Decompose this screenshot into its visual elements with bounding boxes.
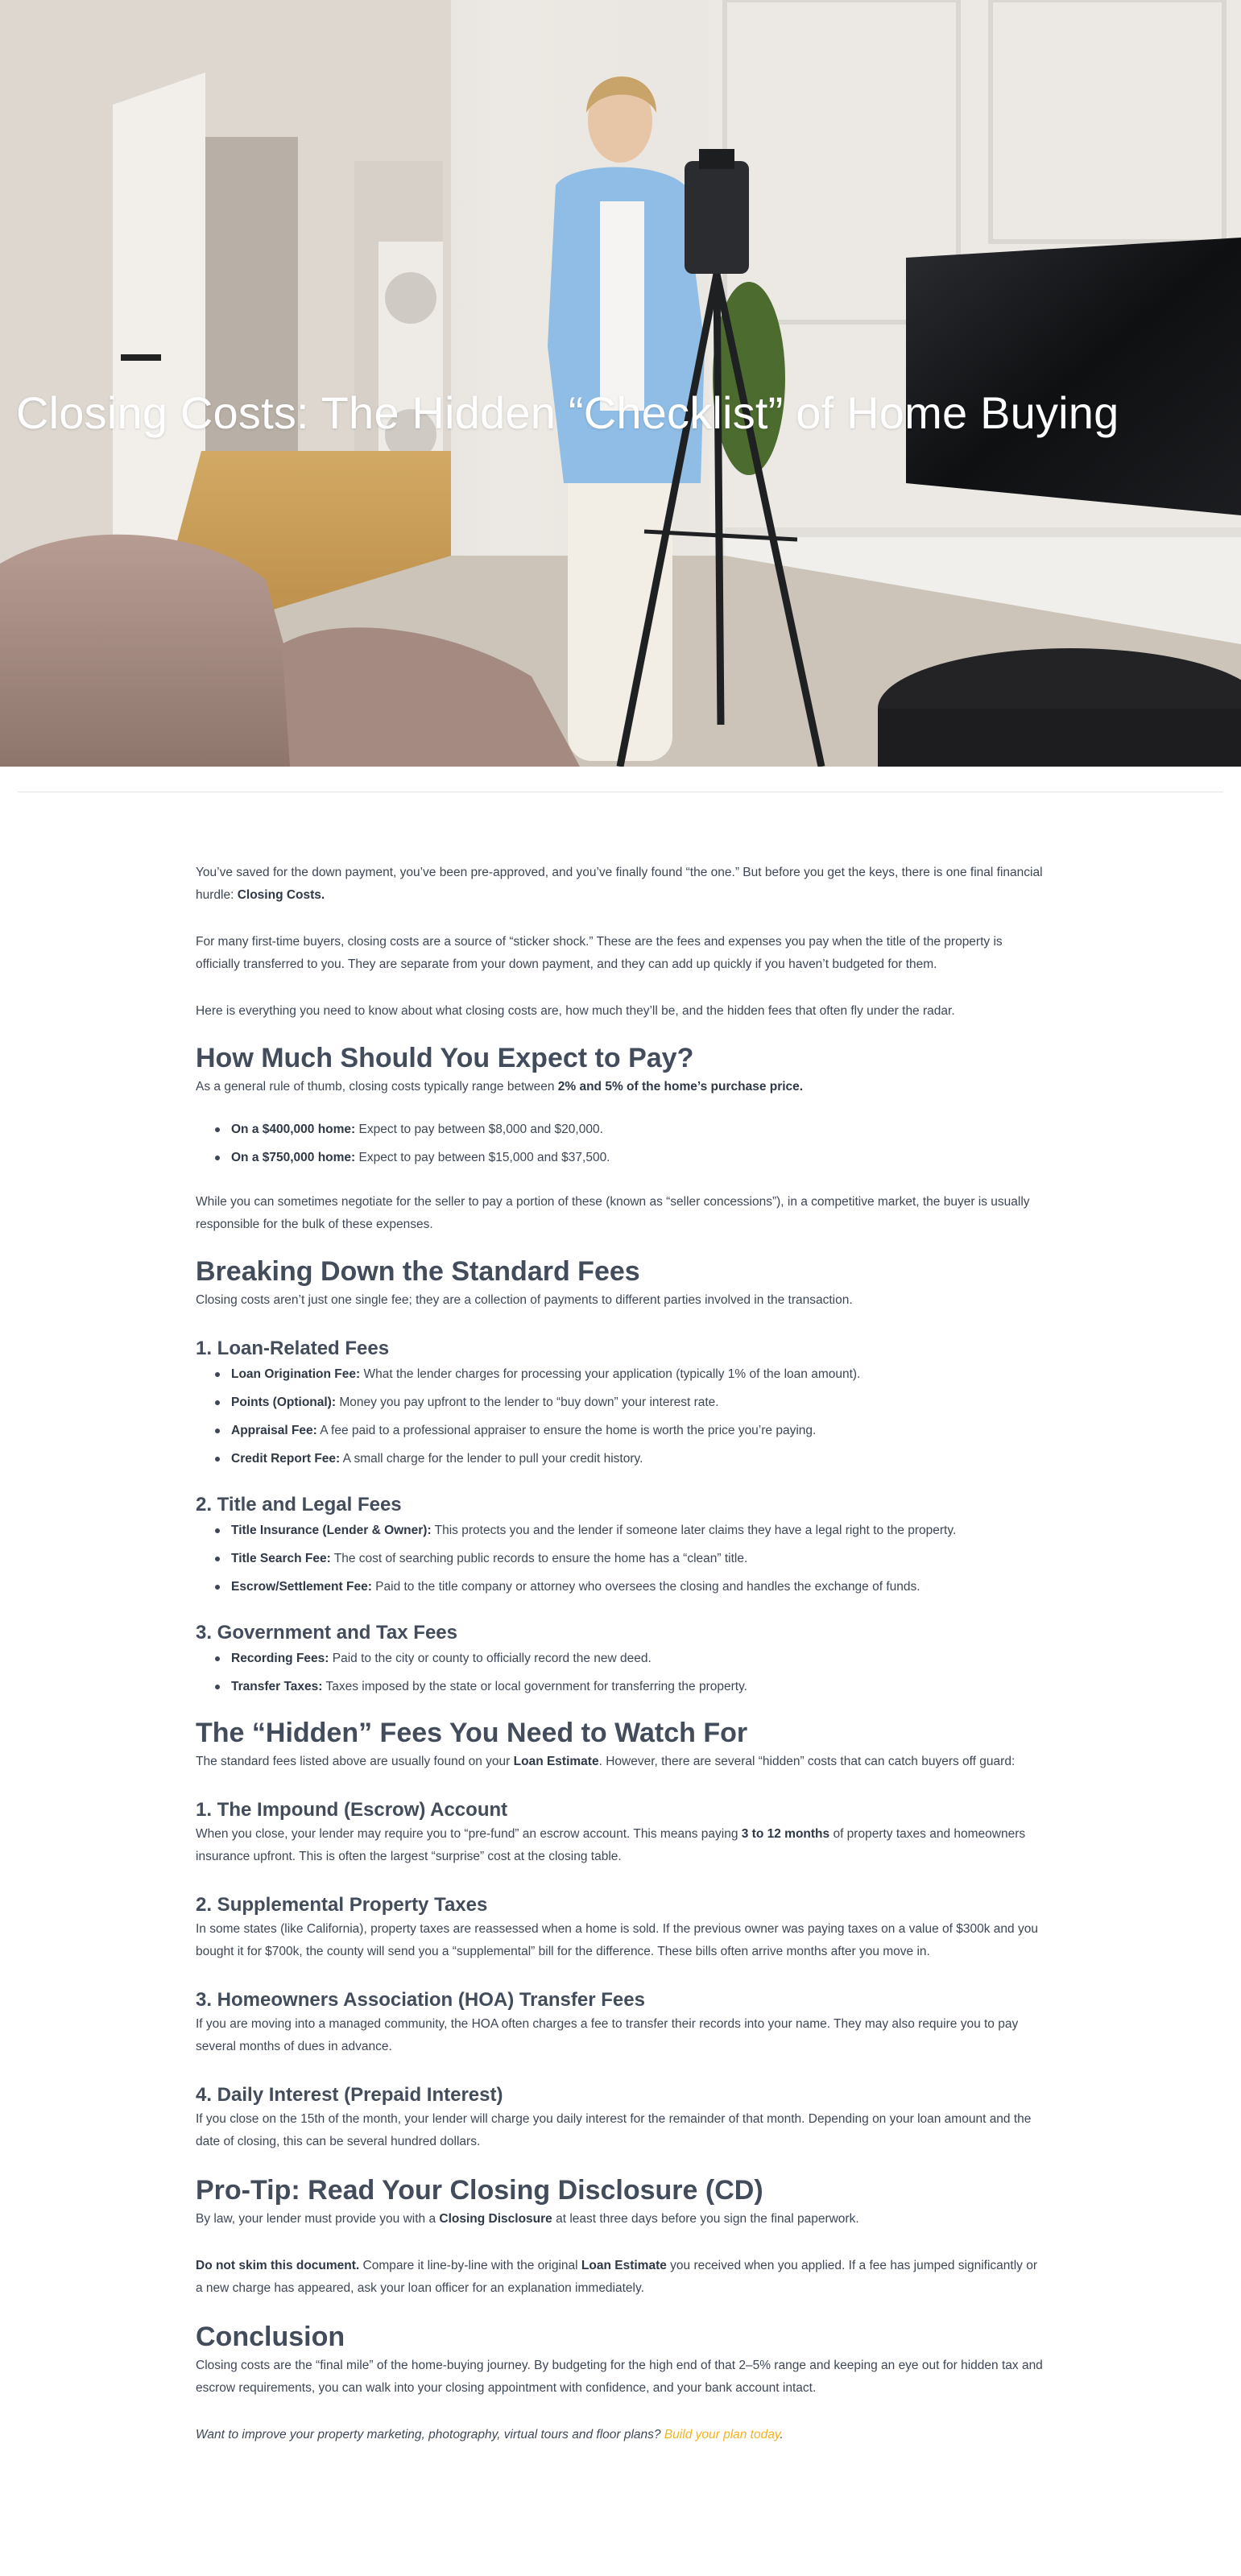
list-item-label: On a $400,000 home:: [231, 1123, 356, 1136]
hero-image: [0, 0, 1241, 767]
heading-title-fees: 2. Title and Legal Fees: [196, 1494, 402, 1515]
list-item-text: This protects you and the lender if someone later claims they have a legal right to the property.: [431, 1524, 957, 1537]
heading-government-fees: 3. Government and Tax Fees: [196, 1622, 457, 1644]
list-item-text: Taxes imposed by the state or local government for transferring the property.: [322, 1680, 747, 1693]
hidden-lead-bold: Loan Estimate: [513, 1755, 599, 1768]
pro-tip-text-4: you received when you applied. If a fee has jumped significantly or a new charge has appeared, ask your loan officer for an explanation immediately.: [196, 2259, 1037, 2295]
expect-note: While you can sometimes negotiate for the seller to pay a portion of these (known as “seller concessions”), in a competitive market, the buyer is usually responsible for the bulk of these expenses.: [196, 1195, 1030, 1231]
list-item-label: Credit Report Fee:: [231, 1452, 341, 1466]
heading-conclusion: Conclusion: [196, 2322, 345, 2352]
heading-pro-tip: Pro-Tip: Read Your Closing Disclosure (CD): [196, 2175, 763, 2206]
list-item: [196, 1578, 1045, 1596]
list-item-text: Paid to the title company or attorney who oversees the closing and handles the exchange of funds.: [371, 1580, 920, 1594]
conclusion-paragraph: Closing costs are the “final mile” of the home-buying journey. By budgeting for the high end of that 2–5% range and keeping an eye out for hidden tax and escrow requirements, you can walk into your closing appointment with confidence, and your bank account intact.: [196, 2359, 1043, 2395]
pro-tip-text: By law, your lender must provide you with a: [196, 2212, 440, 2226]
intro-paragraph-3: Here is everything you need to know about what closing costs are, how much they’ll be, and the hidden fees that often fly under the radar.: [196, 1004, 955, 1018]
list-item-label: Escrow/Settlement Fee:: [231, 1580, 372, 1594]
list-item-text: Money you pay upfront to the lender to “buy down” your interest rate.: [336, 1396, 719, 1409]
list-item-text: What the lender charges for processing your application (typically 1% of the loan amount).: [360, 1367, 861, 1381]
pro-tip-bold: Closing Disclosure: [439, 2212, 552, 2226]
page-title: Closing Costs: The Hidden “Checklist” of Home Buying: [16, 387, 1119, 438]
list-item: [196, 1550, 1045, 1568]
list-item-text: A fee paid to a professional appraiser to ensure the home is worth the price you’re paying.: [316, 1424, 817, 1437]
intro-bold: Closing Costs.: [237, 888, 325, 902]
heading-loan-fees: 1. Loan-Related Fees: [196, 1338, 390, 1359]
hidden-lead-text-2: . However, there are several “hidden” costs that can catch buyers off guard:: [598, 1755, 1016, 1768]
heading-supplemental-taxes: 2. Supplemental Property Taxes: [196, 1894, 488, 1916]
list-item-label: Recording Fees:: [231, 1652, 329, 1665]
list-item-text: A small charge for the lender to pull your credit history.: [340, 1452, 643, 1466]
list-item: [196, 1650, 1045, 1668]
list-item-label: Transfer Taxes:: [231, 1680, 323, 1693]
pro-tip-text-2: at least three days before you sign the final paperwork.: [552, 2212, 859, 2226]
list-item-label: On a $750,000 home:: [231, 1151, 356, 1164]
list-item-text: The cost of searching public records to ensure the home has a “clean” title.: [330, 1552, 748, 1565]
list-item-text: Paid to the city or county to officially record the new deed.: [329, 1652, 652, 1665]
list-item-label: Title Insurance (Lender & Owner):: [231, 1524, 432, 1537]
build-plan-link[interactable]: Build your plan today: [664, 2428, 780, 2442]
article-body: [196, 862, 1045, 2446]
list-item-label: Appraisal Fee:: [231, 1424, 317, 1437]
cta-end: .: [780, 2428, 784, 2442]
list-item: [196, 1394, 1045, 1412]
list-item: [196, 1678, 1045, 1696]
pro-tip-paragraph-2: [196, 2255, 1045, 2300]
expect-lead-bold: 2% and 5% of the home’s purchase price.: [557, 1080, 804, 1094]
impound-text: When you close, your lender may require you to “pre-fund” an escrow account. This means paying: [196, 1827, 742, 1841]
intro-paragraph-1: [196, 862, 1045, 907]
list-item: [196, 1121, 1045, 1139]
heading-daily-interest: 4. Daily Interest (Prepaid Interest): [196, 2084, 503, 2106]
list-item: [196, 1149, 1045, 1167]
cta-text: Want to improve your property marketing, photography, virtual tours and floor plans?: [196, 2428, 664, 2442]
list-item: [196, 1450, 1045, 1468]
expect-lead-text: As a general rule of thumb, closing costs typically range between: [196, 1080, 558, 1094]
list-item: [196, 1422, 1045, 1440]
heading-standard-fees: Breaking Down the Standard Fees: [196, 1256, 640, 1287]
loan-fees-list: [196, 1366, 1045, 1468]
expect-list: [196, 1121, 1045, 1167]
list-item: [196, 1366, 1045, 1383]
intro-paragraph-2: For many first-time buyers, closing costs are a source of “sticker shock.” These are the fees and expenses you pay when the title of the property is officially transferred to you. They are separate from your down payment, and they can add up quickly if you haven’t budgeted for them.: [196, 935, 1003, 971]
supplemental-paragraph: In some states (like California), property taxes are reassessed when a home is sold. If the previous owner was paying taxes on a value of $300k and you bought it for $700k, the county will send you a “supplemental” bill for the difference. These bills often arrive months after you move in.: [196, 1922, 1038, 1958]
expect-lead: [196, 1076, 1045, 1098]
list-item-label: Title Search Fee:: [231, 1552, 331, 1565]
impound-text-2: of property taxes and homeowners insurance upfront. This is often the largest “surprise” cost at the closing table.: [196, 1827, 1026, 1863]
list-item-label: Loan Origination Fee:: [231, 1367, 361, 1381]
pro-tip-warning: Do not skim this document.: [196, 2259, 360, 2272]
impound-bold: 3 to 12 months: [741, 1827, 830, 1841]
list-item-text: Expect to pay between $15,000 and $37,500.: [355, 1151, 610, 1164]
impound-paragraph: [196, 1823, 1045, 1868]
hero-banner: [0, 0, 1241, 767]
list-item-text: Expect to pay between $8,000 and $20,000.: [355, 1123, 603, 1136]
pro-tip-text-3: Compare it line-by-line with the original: [359, 2259, 581, 2272]
hoa-paragraph: If you are moving into a managed community, the HOA often charges a fee to transfer their records into your name. They may also require you to pay several months of dues in advance.: [196, 2017, 1019, 2053]
government-fees-list: [196, 1650, 1045, 1696]
standard-lead: Closing costs aren’t just one single fee; they are a collection of payments to different parties involved in the transaction.: [196, 1293, 853, 1307]
list-item: [196, 1522, 1045, 1540]
heading-impound: 1. The Impound (Escrow) Account: [196, 1799, 508, 1821]
pro-tip-bold-2: Loan Estimate: [581, 2259, 667, 2272]
intro-text: You’ve saved for the down payment, you’ve been pre-approved, and you’ve finally found “the one.” But before you get the keys, there is one final financial hurdle:: [196, 866, 1043, 902]
cta-paragraph: [196, 2424, 1045, 2446]
daily-interest-paragraph: If you close on the 15th of the month, your lender will charge you daily interest for the remainder of that month. Depending on your loan amount and the date of closing, this can be several hundred dollars.: [196, 2112, 1032, 2148]
heading-hoa-fees: 3. Homeowners Association (HOA) Transfer Fees: [196, 1989, 645, 2011]
heading-hidden-fees: The “Hidden” Fees You Need to Watch For: [196, 1718, 748, 1748]
heading-expect: How Much Should You Expect to Pay?: [196, 1043, 694, 1073]
title-fees-list: [196, 1522, 1045, 1596]
pro-tip-paragraph-1: [196, 2208, 1045, 2231]
list-item-label: Points (Optional):: [231, 1396, 337, 1409]
hidden-lead-text: The standard fees listed above are usually found on your: [196, 1755, 514, 1768]
hidden-lead: [196, 1751, 1045, 1773]
